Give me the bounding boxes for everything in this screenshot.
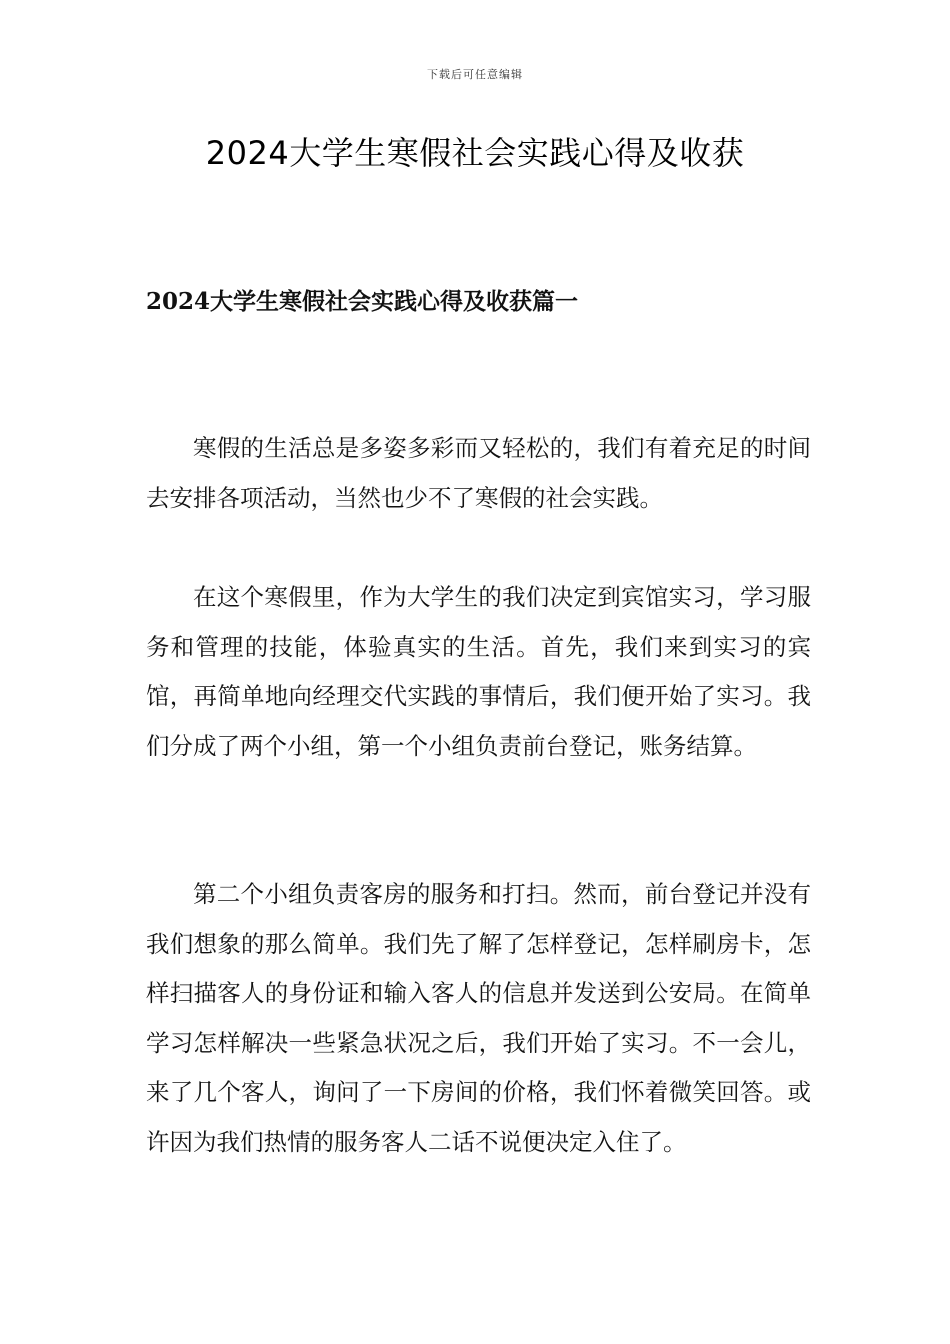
document-title: 2024大学生寒假社会实践心得及收获	[205, 134, 745, 172]
header-note: 下载后可任意编辑	[427, 68, 523, 81]
paragraph-3: 第二个小组负责客房的服务和打扫。然而，前台登记并没有我们想象的那么简单。我们先了解了怎样登记，怎样刷房卡，怎样扫描客人的身份证和输入客人的信息并发送到公安局。在简单学习怎样解决一些紧急状况之后，我们开始了实习。不一会儿，来了几个客人，询问了一下房间的价格，我们怀着微笑回答。或许因为我们热情的服务客人二话不说便决定入住了。	[146, 880, 811, 1156]
paragraph-2: 在这个寒假里，作为大学生的我们决定到宾馆实习，学习服务和管理的技能，体验真实的生活。首先，我们来到实习的宾馆，再简单地向经理交代实践的事情后，我们便开始了实习。我们分成了两个小组，第一个小组负责前台登记，账务结算。	[146, 583, 811, 760]
section-heading: 2024大学生寒假社会实践心得及收获篇一	[146, 288, 579, 315]
paragraph-1: 寒假的生活总是多姿多彩而又轻松的，我们有着充足的时间去安排各项活动，当然也少不了寒假的社会实践。	[146, 434, 811, 512]
